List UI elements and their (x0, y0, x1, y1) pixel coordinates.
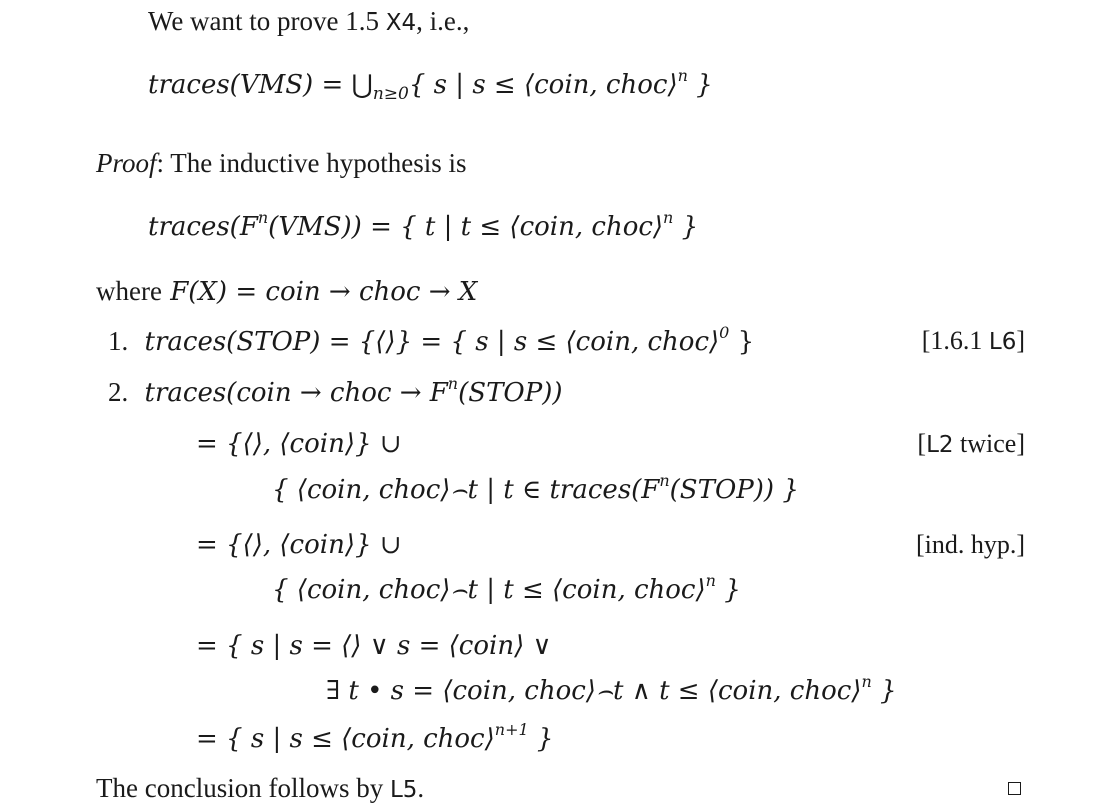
step-2-expr-b: (STOP)) (458, 378, 563, 408)
line-8-close: } (871, 676, 897, 706)
derivation-line-7 (196, 631, 552, 661)
law-ref-l6: L6 (988, 329, 1017, 355)
step-1 (108, 323, 755, 357)
line-9-close: } (528, 724, 554, 754)
line-3-expr: = {⟨⟩, ⟨coin⟩} ∪ (196, 429, 402, 459)
just-1-pre: [1.6.1 (921, 326, 983, 355)
law-ref-x4: X4 (385, 10, 417, 36)
goal-sub: n≥0 (372, 84, 409, 105)
conclusion-line (96, 773, 424, 805)
step-2-number: 2. (108, 377, 129, 407)
law-ref-l2: L2 (926, 432, 954, 458)
line-9-expr: = { s | s ≤ ⟨coin, choc⟩ (196, 724, 495, 754)
derivation-line-6 (272, 571, 741, 605)
line-4-sup: n (659, 471, 670, 491)
line-4-expr-b: (STOP)) } (669, 475, 799, 505)
just-1-post: ] (1016, 326, 1025, 355)
goal-equation: traces(VMS) = $⋃_{n\ge 0}${ s | s ≤ ⟨coin, choc⟩$^n$ } (148, 66, 713, 105)
line-9-sup: n+1 (494, 720, 529, 740)
hyp-fn: traces (148, 212, 230, 242)
proof-heading (96, 148, 466, 178)
where-line (96, 276, 477, 307)
derivation-line-3 (196, 429, 402, 459)
line-5-justification: [ind. hyp.] (915, 530, 1025, 559)
step-2-expr-a: traces(coin → choc → F (144, 378, 448, 408)
hyp-close: } (673, 212, 699, 242)
derivation-line-8 (326, 672, 897, 706)
derivation-line-4 (272, 471, 799, 505)
hyp-arg: (VMS)) = { t | t ≤ ⟨coin, choc⟩ (268, 212, 664, 242)
step-1-close: } (729, 327, 755, 357)
step-2-sup: n (447, 374, 459, 394)
hyp-sup: n (257, 208, 269, 228)
step-1-sup: 0 (719, 323, 730, 343)
just-3-pre: [ (917, 429, 927, 458)
goal-close: } (687, 70, 713, 100)
line-8-sup: n (861, 672, 872, 692)
line-5-expr: = {⟨⟩, ⟨coin⟩} ∪ (196, 530, 402, 560)
proof-label: Proof (96, 148, 157, 178)
where-expr: F(X) = coin → choc → X (170, 277, 478, 307)
goal-arg: VMS (239, 70, 304, 100)
intro-line (148, 6, 469, 38)
goal-eq: = (321, 70, 344, 100)
conclusion-text: The conclusion follows by (96, 773, 384, 803)
line-7-expr: = { s | s = ⟨⟩ ∨ s = ⟨coin⟩ ∨ (196, 631, 552, 661)
goal-sup: n (677, 66, 688, 86)
goal-body: { s | s ≤ ⟨coin, choc⟩ (408, 70, 678, 100)
derivation-line-5 (196, 530, 402, 560)
line-3-justification (917, 429, 1025, 460)
step-2 (108, 374, 563, 408)
step-1-expr: traces(STOP) = {⟨⟩} = { s | s ≤ ⟨coin, choc⟩ (144, 327, 720, 357)
hypothesis-equation (148, 208, 699, 242)
intro-tail: , i.e., (416, 6, 470, 36)
line-6-close: } (715, 575, 741, 605)
line-6-sup: n (705, 571, 716, 591)
line-4-expr-a: { ⟨coin, choc⟩⌢t | t ∈ traces(F (272, 475, 660, 505)
bigcup-symbol: ⋃ (351, 70, 373, 100)
step-1-number: 1. (108, 326, 129, 356)
hyp-open: (F (229, 212, 258, 242)
proof-text: : The inductive hypothesis is (156, 148, 467, 178)
step-1-justification (922, 326, 1025, 357)
where-word: where (96, 276, 162, 306)
line-6-expr: { ⟨coin, choc⟩⌢t | t ≤ ⟨coin, choc⟩ (272, 575, 706, 605)
just-3-post: twice] (953, 429, 1025, 458)
line-8-expr: ∃ t • s = ⟨coin, choc⟩⌢t ∧ t ≤ ⟨coin, choc⟩ (326, 676, 862, 706)
hyp-sup2: n (663, 208, 674, 228)
derivation-line-9 (196, 720, 554, 754)
goal-fn: traces (148, 70, 230, 100)
qed-box-icon (1008, 782, 1021, 795)
intro-text: We want to prove 1.5 (148, 6, 380, 36)
conclusion-tail: . (417, 773, 425, 803)
law-ref-l5: L5 (389, 777, 418, 803)
